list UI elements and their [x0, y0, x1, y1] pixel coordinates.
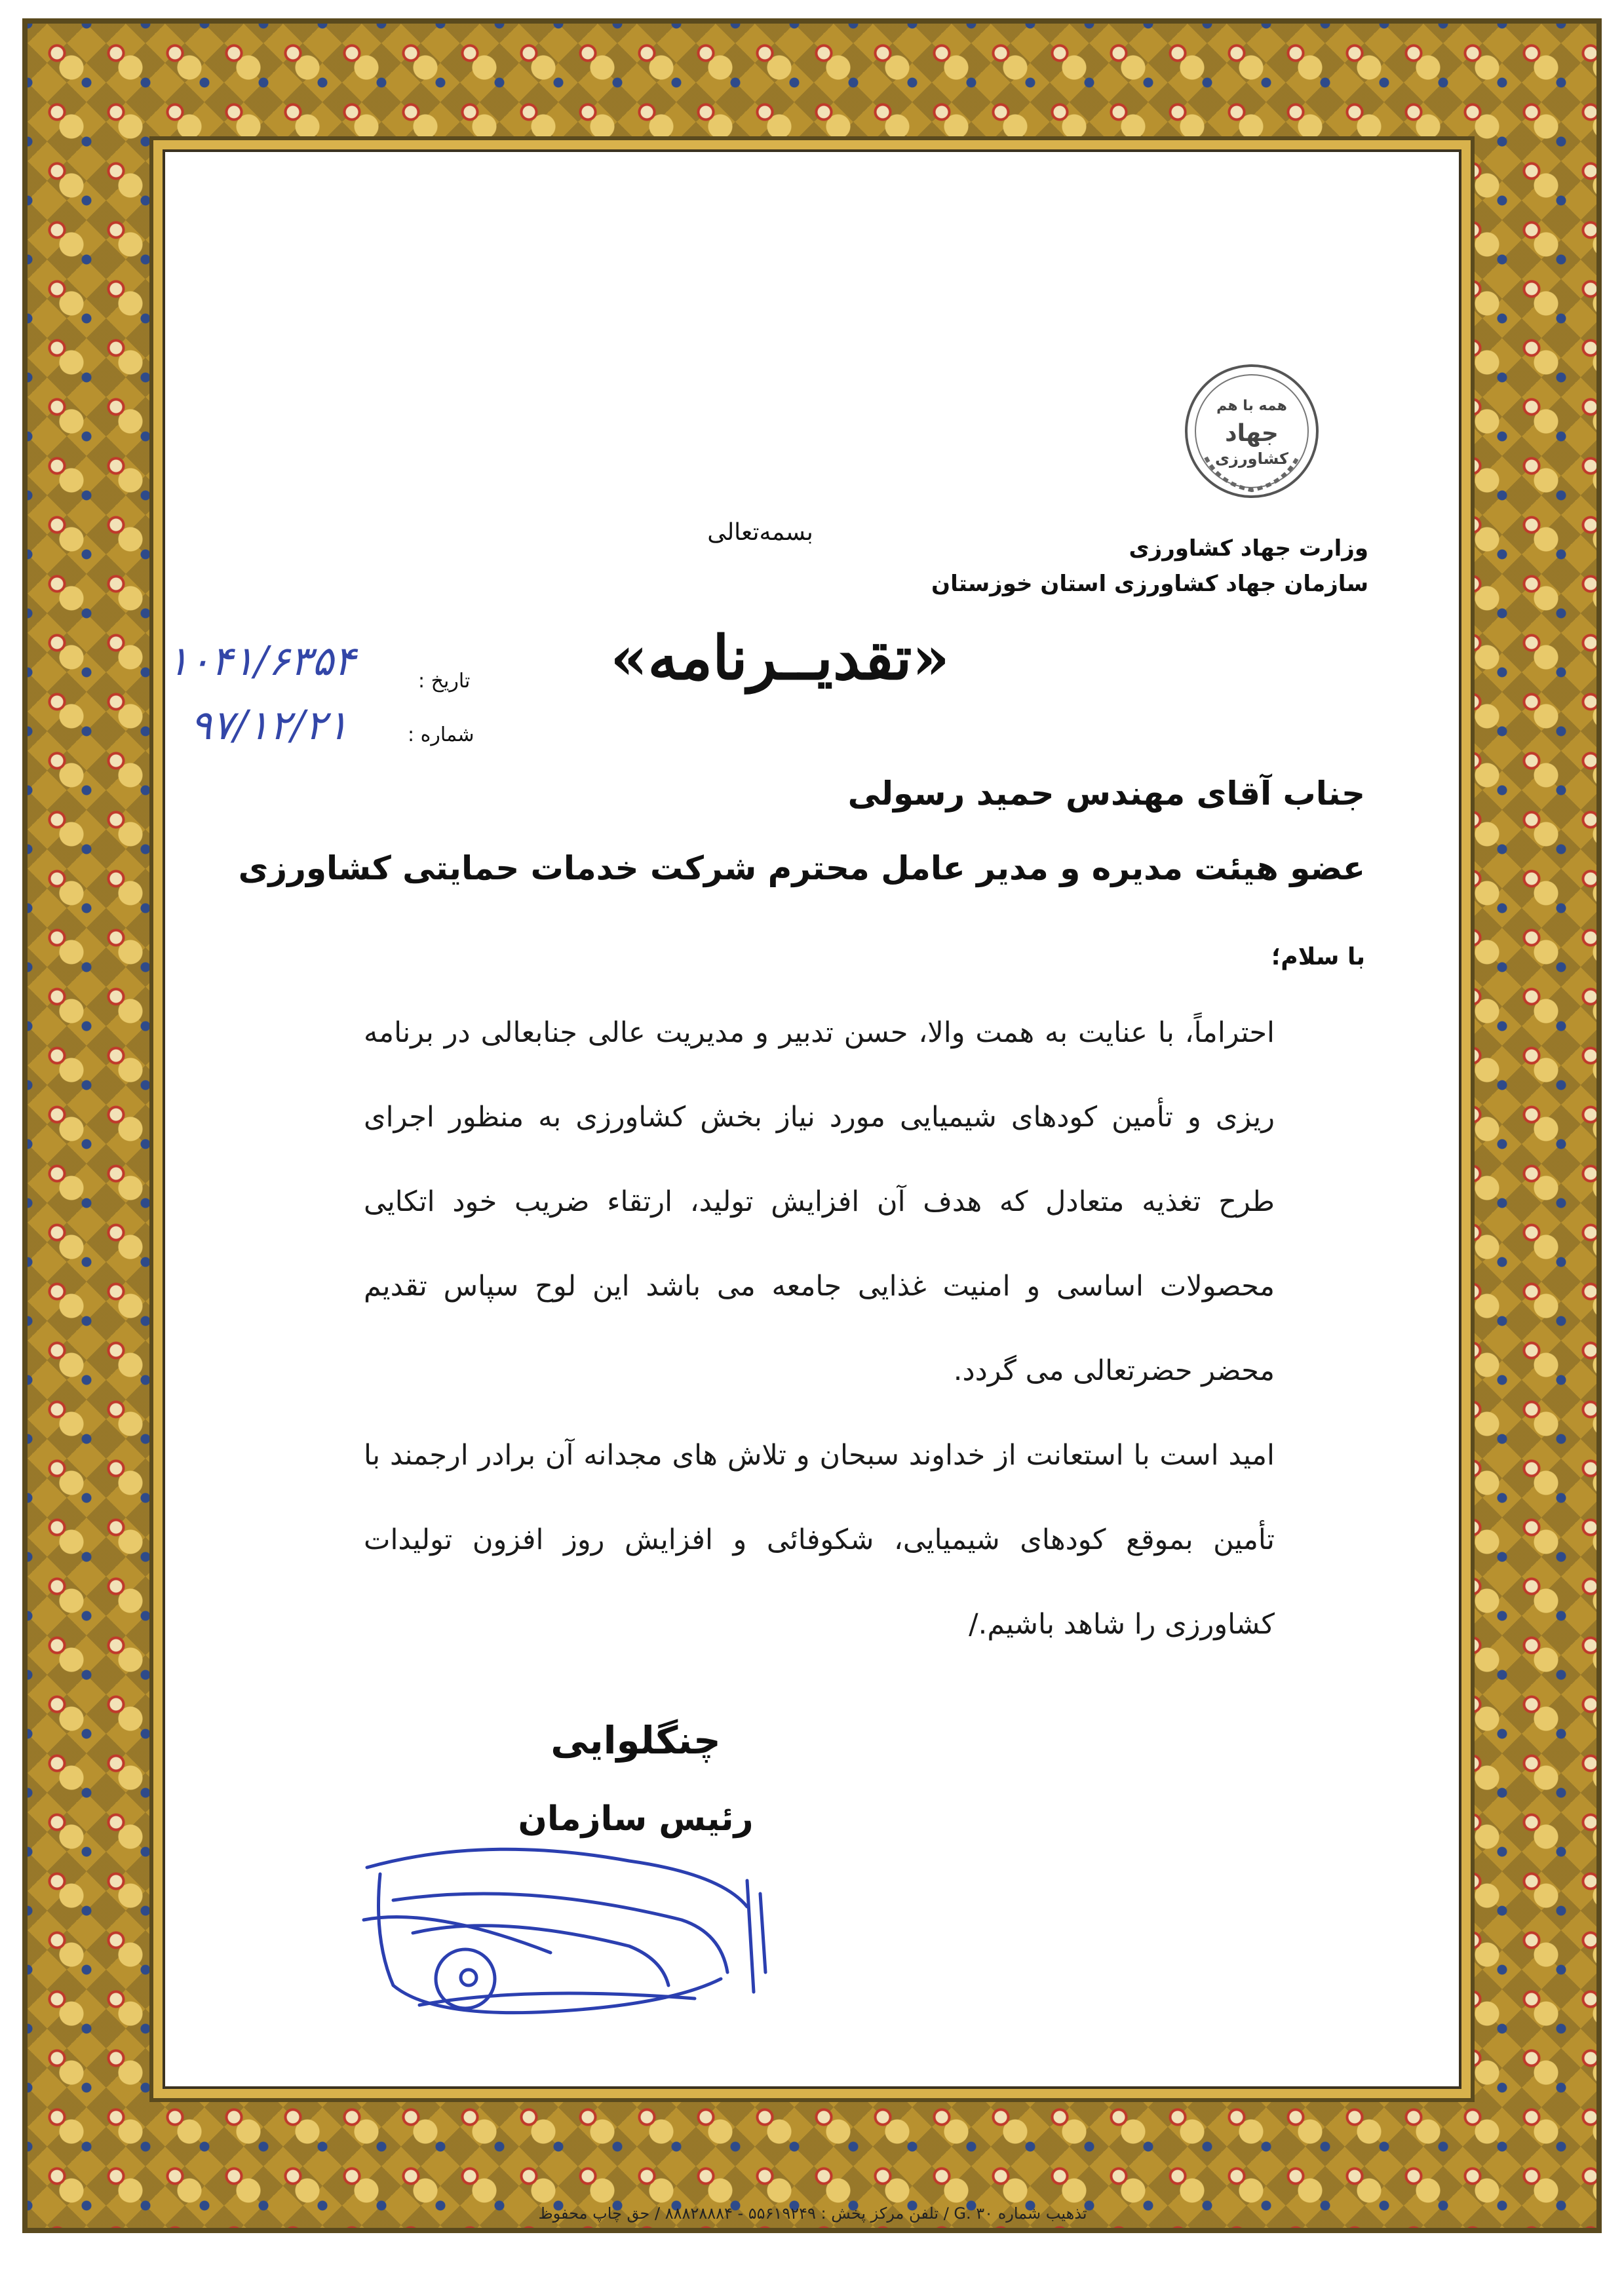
jahad-keshavarzi-logo	[1180, 359, 1324, 503]
svg-text:کشاورزی: کشاورزی	[1215, 450, 1288, 468]
svg-text:همه با هم: همه با هم	[1216, 398, 1287, 414]
number-label: شماره :	[408, 723, 474, 746]
letter-body	[364, 991, 1275, 1667]
body-paragraph-1: احتراماً، با عنایت به همت والا، حسن تدبیر و مدیریت عالی جنابعالی در برنامه ریزی و تأمین کودهای شیمیایی مورد نیاز بخش کشاورزی به منظور اجرای طرح تغذیه متعادل که هدف آن افزایش تولید، ارتقاء ضریب خود اتکایی محصولات اساسی و امنیت غذایی جامعه می باشد این لوح سپاس تقدیم محضر حضرتعالی می گردد.	[364, 1016, 1275, 1387]
ministry-header	[931, 532, 1368, 600]
recipient-name: جناب آقای مهندس حمید رسولی	[847, 775, 1365, 813]
ministry-name: وزارت جهاد کشاورزی	[1129, 535, 1368, 562]
body-paragraph-2: امید است با استعانت از خداوند سبحان و تلاش های مجدانه آن برادر ارجمند با تأمین بموقع کودهای شیمیایی، شکوفائی و افزایش روز افزون تولیدات کشاورزی را شاهد باشیم./	[364, 1439, 1275, 1641]
signer-title: رئیس سازمان	[518, 1799, 754, 1839]
print-footer: تذهیب شماره G. ۳۰ / تلفن مرکز پخش : ۵۵۶۱۹۲۴۹ - ۸۸۸۲۸۸۸۴ / حق چاپ محفوظ	[538, 2204, 1087, 2223]
organization-name: سازمان جهاد کشاورزی استان خوزستان	[931, 571, 1368, 597]
greeting: با سلام؛	[1271, 944, 1365, 970]
recipient-position: عضو هیئت مدیره و مدیر عامل محترم شرکت خدمات حمایتی کشاورزی	[238, 849, 1365, 887]
handwritten-date: ۱۰۴۱/۶۳۵۴	[167, 637, 356, 685]
handwritten-number: ۹۷/۱۲/۲۱	[190, 701, 349, 749]
date-label: تاریخ :	[418, 670, 471, 693]
bismillah: بسمه‌تعالی	[707, 519, 813, 546]
svg-text:جهاد: جهاد	[1225, 420, 1279, 447]
handwritten-signature	[354, 1822, 800, 2031]
certificate-title: «تقدیــرنامه»	[610, 622, 950, 693]
signer-name: چنگلوایی	[551, 1718, 721, 1763]
